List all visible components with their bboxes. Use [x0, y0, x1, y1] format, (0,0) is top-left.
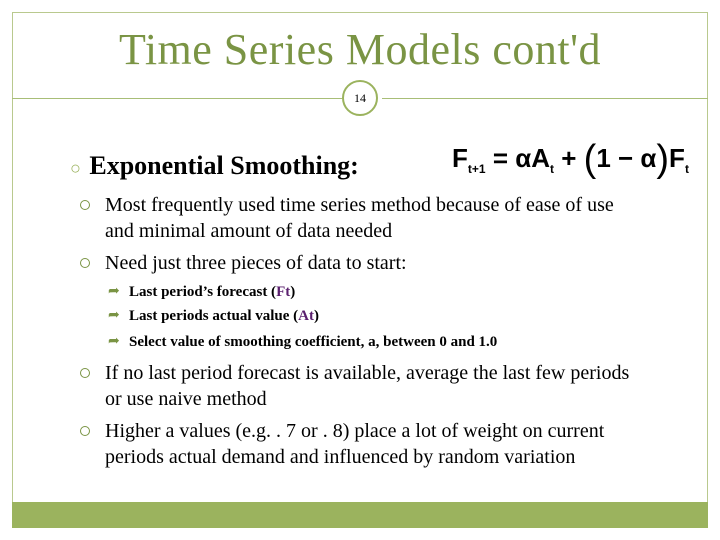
slide-title: Time Series Models cont'd — [118, 25, 602, 74]
section-heading — [70, 151, 359, 181]
sub-bullet-text — [129, 282, 295, 302]
formula-open-paren: ( — [583, 138, 597, 180]
formula-equals: = — [492, 143, 508, 173]
formula-lhs: F — [452, 143, 468, 173]
arrow-bullet-icon: ➦ — [108, 334, 120, 349]
arrow-bullet-icon: ➦ — [108, 284, 120, 299]
smoothing-formula — [452, 138, 689, 181]
sub-bullet-text-end: ) — [290, 284, 296, 300]
footer-bar — [12, 502, 708, 528]
formula-lhs-sub: t+1 — [467, 162, 486, 177]
slide-number: 14 — [342, 80, 378, 116]
sub-bullet-text-part: Last periods actual value ( — [129, 308, 299, 324]
heading-bullet-icon: ○ — [70, 158, 81, 178]
sub-bullet-text-part: Last period’s forecast ( — [129, 284, 277, 300]
sub-bullet-text — [129, 306, 319, 326]
bullet-text: Most frequently used time series method because of ease of use and minimal amount of data needed — [105, 194, 614, 242]
sub-bullet-item — [108, 332, 497, 352]
formula-alpha-a: αA — [515, 143, 550, 173]
bullet-item — [80, 192, 640, 244]
arrow-bullet-icon: ➦ — [108, 308, 120, 323]
formula-close-paren: ) — [656, 138, 670, 180]
formula-plus: + — [561, 143, 577, 173]
sub-bullet-item — [108, 306, 319, 326]
title-divider-left — [12, 98, 342, 99]
circle-bullet-icon — [80, 258, 90, 268]
sub-bullet-text-end: ) — [314, 308, 319, 324]
bullet-text: Need just three pieces of data to start: — [105, 252, 407, 274]
sub-bullet-text: Select value of smoothing coefficient, a, between 0 and 1.0 — [129, 334, 498, 350]
formula-one-minus-alpha: 1 − α — [596, 143, 657, 173]
bullet-text: Higher a values (e.g. . 7 or . 8) place a lot of weight on current periods actual demand and influenced by random variation — [105, 420, 605, 468]
circle-bullet-icon — [80, 426, 90, 436]
formula-rhs: F — [669, 143, 685, 173]
heading-text: Exponential Smoothing: — [89, 151, 359, 180]
circle-bullet-icon — [80, 200, 90, 210]
circle-bullet-icon — [80, 368, 90, 378]
formula-rhs-sub: t — [684, 162, 689, 177]
bullet-text: If no last period forecast is available, average the last few periods or use naive method — [105, 362, 630, 410]
forecast-symbol: Ft — [276, 284, 291, 300]
sub-bullet-item — [108, 282, 295, 302]
title-divider-right — [382, 98, 708, 99]
actual-symbol: At — [298, 308, 314, 324]
bullet-item — [80, 360, 640, 412]
bullet-item — [80, 418, 640, 470]
bullet-item — [80, 250, 640, 276]
formula-alpha-a-sub: t — [550, 162, 554, 177]
